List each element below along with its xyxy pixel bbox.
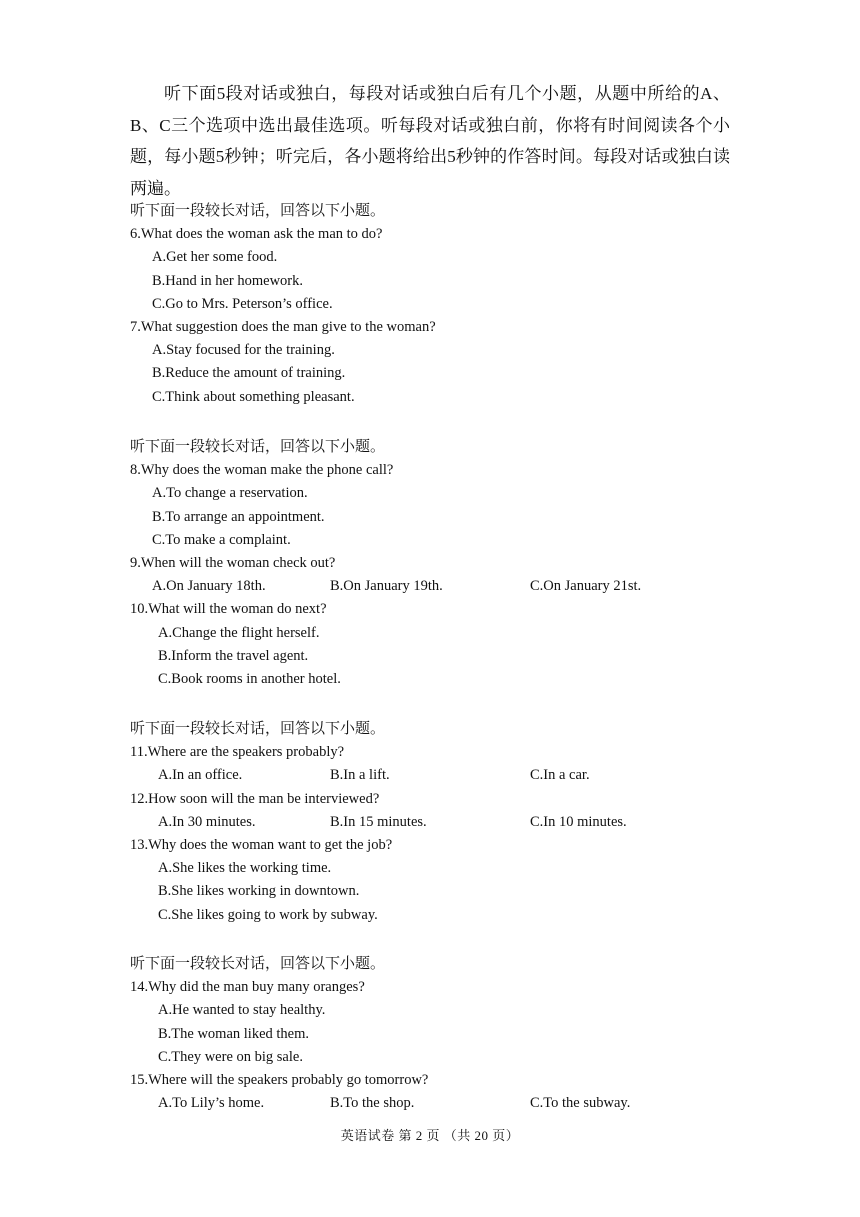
option-6c: C.Go to Mrs. Peterson’s office.: [152, 295, 333, 312]
question-12: 12.How soon will the man be interviewed?: [130, 790, 380, 807]
section-heading: 听下面一段较长对话，回答以下小题。: [130, 203, 386, 219]
option-11a: A.In an office.: [158, 767, 243, 784]
option-9c: C.On January 21st.: [530, 578, 642, 595]
section-1: [130, 200, 730, 409]
instructions-text: 听下面5段对话或独白，每段对话或独白后有几个小题，从题中所给的A、B、C三个选项中选出最佳选项。听每段对话或独白前，你将有时间阅读各个小题，每小题5秒钟；听完后，各小题将给出5秒钟的作答时间。每段对话或独白读两遍。: [130, 84, 730, 198]
options-9: [130, 575, 730, 598]
options-15: [130, 1092, 730, 1115]
page-footer: 英语试卷 第 2 页 （共 20 页）: [340, 1128, 520, 1143]
question-10: 10.What will the woman do next?: [130, 601, 327, 618]
options-11: [130, 764, 730, 787]
option-13b: B.She likes working in downtown.: [158, 883, 360, 900]
section-2: [130, 436, 730, 691]
option-15b: B.To the shop.: [330, 1095, 415, 1112]
option-12b: B.In 15 minutes.: [330, 813, 427, 830]
instructions: [130, 78, 730, 204]
question-9: 9.When will the woman check out?: [130, 554, 336, 571]
question-8: 8.Why does the woman make the phone call?: [130, 462, 394, 479]
option-7b: B.Reduce the amount of training.: [152, 365, 346, 382]
question-15: 15.Where will the speakers probably go tomorrow?: [130, 1071, 429, 1088]
options-12: [130, 811, 730, 834]
question-11: 11.Where are the speakers probably?: [130, 744, 345, 761]
option-8a: A.To change a reservation.: [152, 485, 308, 502]
option-12a: A.In 30 minutes.: [158, 813, 256, 830]
option-13c: C.She likes going to work by subway.: [158, 906, 378, 923]
option-15c: C.To the subway.: [530, 1095, 631, 1112]
option-14b: B.The woman liked them.: [158, 1025, 310, 1042]
option-11c: C.In a car.: [530, 767, 590, 784]
option-6a: A.Get her some food.: [152, 249, 278, 266]
option-12c: C.In 10 minutes.: [530, 813, 627, 830]
option-7c: C.Think about something pleasant.: [152, 388, 355, 405]
option-14a: A.He wanted to stay healthy.: [158, 1002, 326, 1019]
option-9b: B.On January 19th.: [330, 578, 443, 595]
option-8b: B.To arrange an appointment.: [152, 508, 325, 525]
option-10a: A.Change the flight herself.: [158, 624, 320, 641]
section-heading: 听下面一段较长对话，回答以下小题。: [130, 956, 386, 972]
option-13a: A.She likes the working time.: [158, 860, 332, 877]
question-14: 14.Why did the man buy many oranges?: [130, 979, 365, 996]
option-9a: A.On January 18th.: [152, 578, 266, 595]
option-10c: C.Book rooms in another hotel.: [158, 670, 341, 687]
option-14c: C.They were on big sale.: [158, 1048, 303, 1065]
option-10b: B.Inform the travel agent.: [158, 647, 309, 664]
option-8c: C.To make a complaint.: [152, 531, 291, 548]
section-heading: 听下面一段较长对话，回答以下小题。: [130, 439, 386, 455]
section-3: [130, 718, 730, 927]
question-13: 13.Why does the woman want to get the job?: [130, 836, 393, 853]
section-heading: 听下面一段较长对话，回答以下小题。: [130, 721, 386, 737]
option-7a: A.Stay focused for the training.: [152, 342, 335, 359]
question-7: 7.What suggestion does the man give to the woman?: [130, 318, 436, 335]
question-6: 6.What does the woman ask the man to do?: [130, 226, 383, 243]
option-11b: B.In a lift.: [330, 767, 390, 784]
section-4: [130, 953, 730, 1115]
option-15a: A.To Lily’s home.: [158, 1095, 265, 1112]
option-6b: B.Hand in her homework.: [152, 272, 304, 289]
